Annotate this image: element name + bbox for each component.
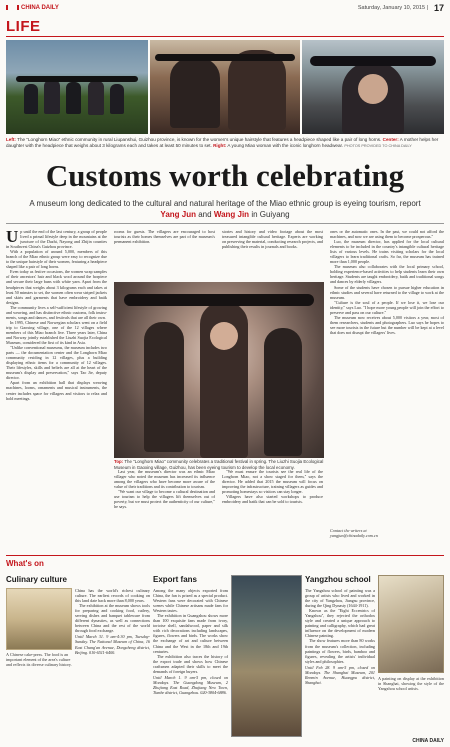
caption-label: Top: (114, 459, 124, 464)
cake-press-image (6, 588, 72, 650)
paragraph: rooms for guests. The villagers are encouraged to host tourists as their homes themselves are part of the museum's permanent exhibition. (114, 229, 215, 245)
paragraph: Some of the students have chosen to pursue higher education in ethnic studies and several have returned to the village to work at the museum. (330, 284, 444, 300)
brand-name: CHINA DAILY (21, 5, 59, 12)
photo-festival-celebration (114, 282, 324, 458)
paragraph: Last year, the museum's director was an ethnic Miao villager who noted the museum has increased its influence among the villagers who have become more aware of the value of their traditions and its contribution to tourism. (114, 469, 215, 490)
paragraph: The museum also collaborates with the local primary school, holding experience-based activities to help students learn their own heritage. Students are taught embroidery, batik and traditional songs and dances by elderly villagers. (330, 264, 444, 285)
paragraph: Even today as festive occasions, the women wrap samples of their ancestors' hair and black wool around the horpiece and secure their large buns with white yarn. Apart from the headpieces that weighs about 3 kilograms each and takes at least 50 minutes to set, the women often wear striped jackets and skirts and garments that have embroidery and batik designs. (6, 269, 107, 305)
standfirst-and: and (198, 209, 212, 219)
headline-rule (6, 223, 444, 224)
paragraph: The community lives a self-sufficient lifestyle of growing and weaving, and has distinctive ethnic customs, folk instruments, songs and dances, and festivals that are all their own. (6, 304, 107, 320)
paragraph: The exhibition in Guangzhou shows more than 100 exquisite fans made from ivory, tortoise shell, sandalwood, paper and silk with rich decorations including landscapes, figures, flowers and birds. The works show the exchange of art and culture between China and the West in the 18th and 19th centuries. (153, 613, 228, 654)
article-column-4 (330, 229, 444, 525)
article-column-1 (6, 229, 107, 551)
photo-mother-daughter (150, 40, 300, 134)
paragraph: "Unlike conventional museums, the museum includes two parts — the documentation center and the Longhorn Miao community residing in 12 villages, plus a building displaying ethnic items for a community of 12 villages. Their lifestyles, skills and beliefs are all at the heart of the museum's display and preservation," says Tao Jie, deputy director. (6, 345, 107, 381)
caption-left-text: The "Longhorn Miao" ethnic community in rural Liupanshui, Guizhou province, is known for the women's unique hairstyle that features a headpiece shaped like a pair of long horns. (17, 137, 382, 142)
drop-cap: U (6, 229, 19, 246)
photo-credit: PHOTOS PROVIDED TO CHINA DAILY (344, 144, 412, 149)
brand-logo-icon (6, 5, 19, 10)
event-info: Until Feb 28. 9 am-5 pm, closed on Mondays. The Shanghai Museum, 201 Renmin Avenue, Huangpu district, Shanghai. (305, 664, 375, 685)
article-column-2 (114, 229, 215, 280)
whats-on-heading: Culinary culture (6, 575, 67, 584)
paragraph: The show features more than 80 works from the museum's collection, including paintings of flowers, birds, bamboo and figures, revealing the artists' individual styles and philosophies. (305, 638, 375, 664)
paragraph: Known as the "Eight Eccentrics of Yangzhou", they rejected the orthodox style and created a unique approach to painting and calligraphy, which had great influence on the development of modern Chinese painting. (305, 608, 375, 639)
paragraph: The exhibition also traces the history of the export trade and shows how Chinese craftsmen adapted their skills to meet the demands of foreign buyers. (153, 653, 228, 674)
whats-on-title: What's on (6, 559, 44, 568)
yangzhou-painting-caption: A painting on display at the exhibition in Shanghai, showing the style of the Yangzhou school artists. (378, 676, 444, 691)
paragraph: With a population of around 5,000, members of this branch of the Miao ethnic group were easy to recognize due to the unique hairstyle of their women, featuring a headpiece shaped like a pair of long horns. (6, 249, 107, 270)
article-column-2-lower (114, 469, 215, 551)
paragraph: "Culture is the soul of a people. If we lose it, we lose our identity," says Luo. "I hope more young people will join the effort to preserve and pass on our culture." (330, 299, 444, 315)
section-title: LIFE (6, 18, 41, 35)
author-name: Yang Jun (160, 209, 196, 219)
article-standfirst (20, 199, 430, 221)
caption-right-text: A young Miao woman with the iconic longhorn headwear. (227, 143, 344, 149)
yangzhou-painting-image (378, 575, 444, 673)
whats-on-heading: Yangzhou school (305, 575, 371, 584)
whats-on-body (75, 588, 150, 655)
issue-date (358, 5, 428, 11)
article-column-3 (222, 229, 323, 280)
paragraph: Villagers have also started workshops to produce embroidery and batik that can be sold to tourists. (222, 494, 323, 505)
caption-text: The "Longhorn Miao" community celebrates a traditional festival in spring. The Liuzhi Suojia Ecological Museum in Gaoxing village, Guizhou, has been eyeing tourism to develop the local economy. (114, 459, 324, 470)
paragraph: The museum now receives about 5,000 visitors a year, most of them researchers, students and photographers. Luo says he hopes to see more tourists in the future but the number will be kept at a level that does not disrupt the villagers' lives. (330, 314, 444, 335)
paragraph: Among the many objects exported from China, the fan is prized as a special product. Western fans were decorated with Chinese scenes while Chinese artisans made fans for Western tastes. (153, 588, 228, 614)
photo-longhorn-miao-group (6, 40, 148, 134)
whats-on-body (153, 588, 228, 695)
page-number: 17 (433, 3, 444, 13)
event-info: Until March 1. 9 am-5 pm, closed on Mondays. The Guangdong Museum, 2 Zhujiang East Road, Zhujiang New Town, Tianhe district, Guangzhou. 020-3804-6886. (153, 674, 228, 695)
paragraph: p until the end of the last century, a group of people lived a primal lifestyle deep in the mountains at the juncture of the Dazhi, Nayong and Zhijin counties in Southwest China's Guizhou province. (6, 229, 107, 250)
cake-press-caption: A Chinese cake-press. The food is an important element of the area's culture and reflects its diverse culinary history. (6, 652, 72, 667)
paragraph: Luo, the museum director, has applied for the local cultural elements to be included in the country's intangible cultural heritage lists of various levels. He trains visiting scholars for the local villagers to learn traditional crafts. So far, the museum has trained more than 1,000 people. (330, 239, 444, 265)
section-rule (6, 36, 444, 37)
masthead-brand (6, 5, 59, 11)
whats-on-heading: Export fans (153, 575, 198, 584)
contact-writers (330, 528, 444, 538)
paragraph: China has the world's richest culinary culture. The earliest records of cooking on this land date back more than 8,000 years. (75, 588, 150, 604)
paragraph: Apart from an exhibition hall that displays weaving machines, looms, ornaments and musical instruments, the center includes space for villagers and visitors to relax and hold meetings. (6, 380, 107, 401)
paragraph: The exhibition at the museum shows tools for preparing and cooking food, cutlery, serving dishes and banquet tableware from different dynasties, as well as connections between China and the rest of the world through food exchange. (75, 603, 150, 634)
standfirst-location: in Guiyang (251, 209, 290, 219)
standfirst-text: A museum long dedicated to the cultural and natural heritage of the Miao ethnic group is eyeing tourism, report (29, 199, 421, 208)
caption-right-label: Right: (213, 143, 227, 149)
photos-caption (6, 137, 444, 149)
paragraph: The Yangzhou school of painting was a group of artists who lived and worked in the city of Yangzhou, Jiangsu province, during the Qing Dynasty (1644-1911). (305, 588, 375, 609)
author-name: Wang Jin (213, 209, 250, 219)
paragraph: "We must ensure the tourists see the real life of the Longhorn Miao, not a show staged for them," says the director. He added that 2015 the museum will focus on improving the infrastructure, training villagers as guides and promoting homestays so visitors can stay longer. (222, 469, 323, 495)
photo-young-miao-woman (302, 40, 444, 134)
whats-on-body (305, 588, 375, 685)
contact-label: Contact the writers at (330, 528, 367, 533)
export-fan-image (231, 575, 302, 737)
article-headline: Customs worth celebrating (45, 158, 405, 193)
caption-center-text: A mother helps her daughter with the headpiece that weighs about 3 kilograms each and takes at least 50 minutes to set. (6, 137, 439, 149)
paragraph: stories and history and video footage about the most treasured intangible cultural heritage. Experts are working on preserving the material, conducting research projects, and publishing their results in journals and books. (222, 229, 323, 250)
event-info: Until March 31. 9 am-4:30 pm, Tuesday-Sunday. The National Museum of China, 16 East Chang'an Avenue, Dongcheng district, Beijing. 010-6511-6400. (75, 634, 150, 655)
paragraph: "We want our village to become a cultural destination and use tourism to help the villagers lift themselves out of poverty, but we must protect the authenticity of our culture," he says. (114, 489, 215, 510)
article-column-3-lower (222, 469, 323, 551)
date-text: Saturday, January 10, 2015 (357, 5, 426, 11)
paragraph: ones or the automatic ones. In the past, we could not afford the machines, and now we are using them to become prosperous." (330, 229, 444, 240)
caption-center-label: Center: (382, 137, 399, 142)
whats-on-rule (6, 555, 444, 556)
contact-email: yangjun@chinadaily.com.cn (330, 533, 378, 538)
date-separator: | (426, 5, 428, 11)
caption-left-label: Left: (6, 137, 16, 142)
footer-brand: CHINA DAILY (412, 738, 444, 744)
paragraph: In 1995, Chinese and Norwegian scholars went on a field trip to Gaoxing village, one of the 12 villages where members of this Miao branch live. Three years later, China and Norway jointly established the Liuzhi Suojia Ecological Museum, considered the first of its kind in Asia. (6, 319, 107, 346)
